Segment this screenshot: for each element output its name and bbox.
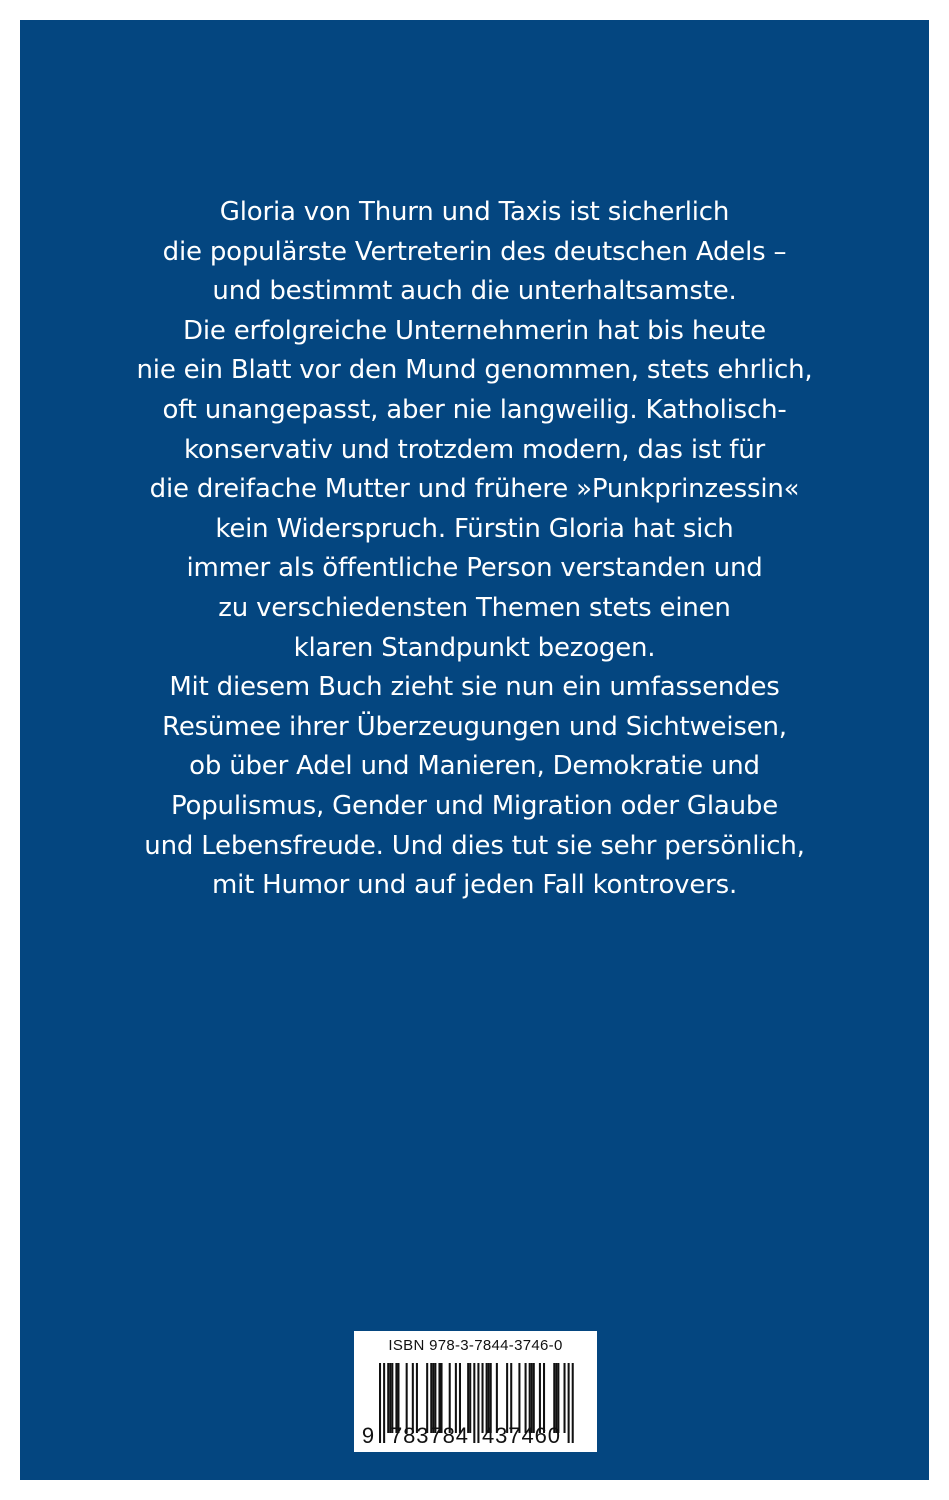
barcode-leading-digit: 9 [361, 1423, 375, 1448]
blurb-line: zu verschiedensten Themen stets einen [218, 592, 731, 623]
barcode-bar [383, 1363, 385, 1443]
blurb-line: Die erfolgreiche Unternehmerin hat bis heute [183, 315, 766, 346]
barcode-bar [387, 1363, 389, 1433]
blurb-line: Populismus, Gender und Migration oder Glaube [170, 790, 778, 821]
barcode-bar [379, 1363, 381, 1443]
blurb-line: oft unangepasst, aber nie langweilig. Katholisch- [162, 394, 787, 425]
blurb-line: konservativ und trotzdem modern, das ist für [184, 434, 765, 465]
barcode-bar [469, 1363, 471, 1433]
blurb-text [0, 193, 949, 906]
blurb-line: Mit diesem Buch zieht sie nun ein umfassendes [169, 672, 780, 703]
blurb-line: immer als öffentliche Person verstanden und [186, 553, 763, 584]
barcode-bar [564, 1363, 566, 1433]
isbn-label: ISBN 978-3-7844-3746-0 [388, 1337, 563, 1354]
blurb-line: und bestimmt auch die unterhaltsamste. [212, 276, 737, 307]
barcode-bar [572, 1363, 574, 1443]
blurb-line: die dreifache Mutter und frühere »Punkprinzessin« [149, 474, 800, 505]
barcode-bar [473, 1363, 475, 1443]
blurb-line: kein Widerspruch. Fürstin Gloria hat sich [215, 513, 734, 544]
barcode-bar [477, 1363, 479, 1443]
blurb-line: und Lebensfreude. Und dies tut sie sehr persönlich, [144, 830, 805, 861]
blurb-line: klaren Standpunkt bezogen. [293, 632, 656, 663]
blurb-line: die populärste Vertreterin des deutschen Adels – [162, 236, 787, 267]
barcode-left-digits: 783784 [390, 1423, 468, 1448]
barcode-bar [568, 1363, 570, 1443]
blurb-line: ob über Adel und Manieren, Demokratie und [189, 751, 760, 782]
blurb-line: Gloria von Thurn und Taxis ist sicherlich [219, 197, 730, 227]
blurb-line: Resümee ihrer Überzeugungen und Sichtweisen, [162, 711, 787, 742]
isbn-barcode [354, 1331, 597, 1452]
blurb-line: nie ein Blatt vor den Mund genommen, stets ehrlich, [136, 355, 813, 386]
blurb-line: mit Humor und auf jeden Fall kontrovers. [211, 870, 738, 901]
barcode-right-digits: 437460 [482, 1423, 560, 1448]
